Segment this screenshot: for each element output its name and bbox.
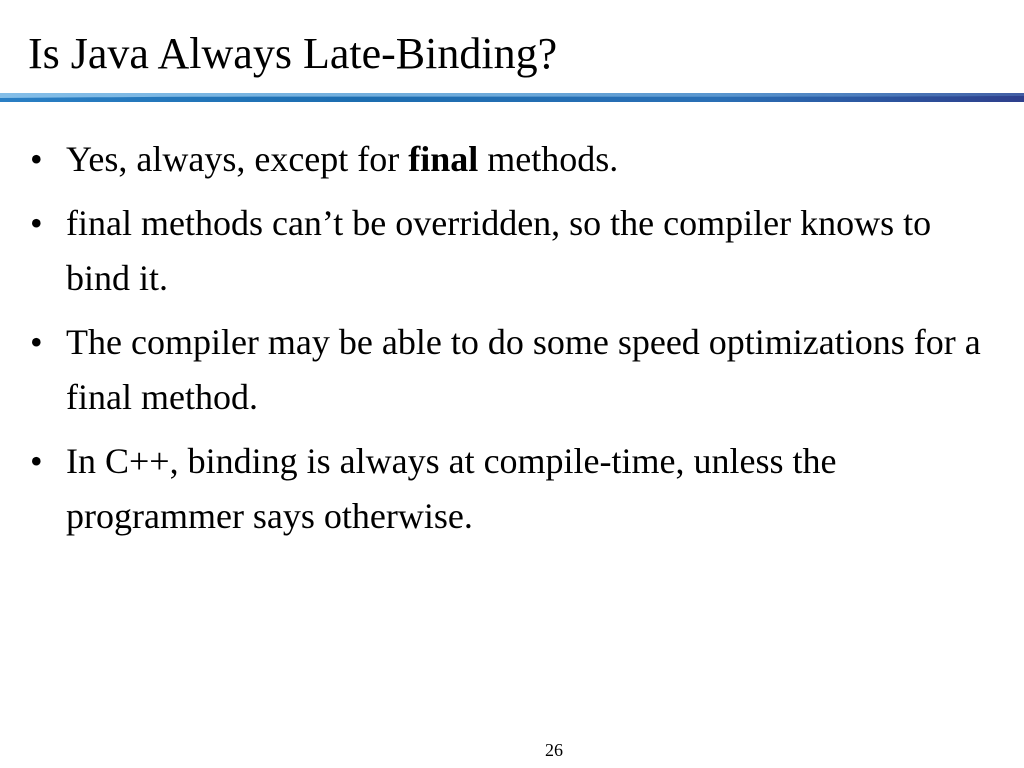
bullet-text-bold: final <box>408 139 479 179</box>
bullet-text: The compiler may be able to do some speed optimizations for a final method. <box>66 322 981 417</box>
bullet-item <box>28 196 998 306</box>
bullet-text-part: methods. <box>478 139 619 179</box>
bullet-marker: • <box>30 441 43 481</box>
bullet-marker: • <box>30 139 43 179</box>
bullet-text-part: Yes, always, except for <box>66 139 409 179</box>
page-number: 26 <box>545 740 563 760</box>
bullet-text: In C++, binding is always at compile-time, unless the programmer says otherwise. <box>66 441 837 536</box>
slide-title: Is Java Always Late-Binding? <box>28 29 558 78</box>
bullet-item <box>28 315 998 425</box>
title-divider-rule <box>0 93 1024 102</box>
bullet-list <box>28 132 998 553</box>
bullet-item <box>28 434 998 544</box>
bullet-marker: • <box>30 203 43 243</box>
bullet-marker: • <box>30 322 43 362</box>
bullet-text: final methods can’t be overridden, so the compiler knows to bind it. <box>66 203 932 298</box>
bullet-text <box>66 139 618 179</box>
bullet-item <box>28 132 998 187</box>
